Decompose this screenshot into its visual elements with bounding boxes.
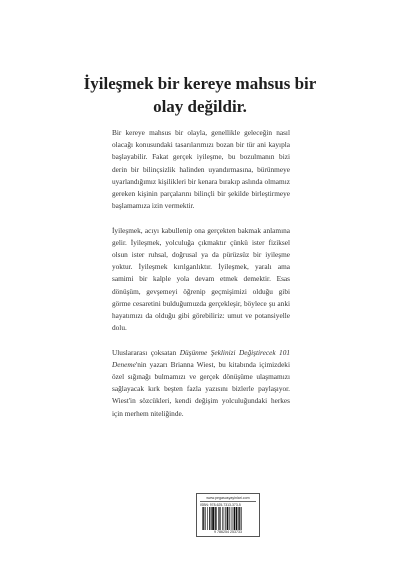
blurb-text bbox=[112, 127, 290, 432]
paragraph-2: İyileşmek, acıyı kabullenip ona gerçekten bakmak anlamına gelir. İyileşmek, yolculuğa çıkmaktır çünkü ister fiziksel olsun ister ruhsal, doğrusal ya da pürüzsüz bir iyileşme yoktur. İyileşmek kırılganlıktır. İyileşmek, yaralı ama samimi bir kalple yola devam etmek demektir. Esas dönüşüm, gevşemeyi öğrenip geçmişimizi olduğu gibi görme cesaretini bulduğumuzda gerçekleşir, böylece şu anki hayatımızı da olduğu gibi görebiliriz: umut ve potansiyelle dolu. bbox=[112, 225, 290, 333]
headline-line-2: olay değildir. bbox=[153, 97, 247, 116]
paragraph-1: Bir kereye mahsus bir olayla, genellikle geleceğin nasıl olacağı konusundaki tasarılarımızı bozan bir tür ani kayıpla başlayabilir. Fakat gerçek iyileşme, bu bozulmanın bizi derin bir bilinçsizlik halinden uyandırmasına, bürünmeye uyarlandığımız kişilikleri bir kenara bırakıp aslında olmamız gereken kişinin parçalarını bilinçli bir şekilde birleştirmeye başlamamıza izin vermektir. bbox=[112, 128, 290, 211]
book-title-reference: Düşünme Şeklinizi Değiştirecek 101 Deneme bbox=[112, 347, 290, 369]
publisher-url: www.pegasusyayinlari.com bbox=[200, 496, 256, 502]
headline-line-1: İyileşmek bir kereye mahsus bir bbox=[83, 74, 317, 93]
barcode-number: 9 786254 253733 bbox=[214, 530, 242, 535]
paragraph-3 bbox=[112, 347, 290, 420]
isbn-text: ISBN: 978-625-7313-373-5 bbox=[200, 503, 241, 508]
paragraph-3-intro: Uluslararası çoksatan bbox=[112, 347, 180, 357]
barcode-icon bbox=[200, 507, 258, 530]
paragraph-3-rest: 'nin yazarı Brianna Wiest, bu kitabında içimizdeki özel sığınağı bulmamızı ve gerçek dönüşüme ulaşmamızı sağlayacak kırk beşten fazla yazısını bizlerle paylaşıyor. Wiest'in sözcükleri, kendi değişim yolculuğundaki herkes için merhem niteliğinde. bbox=[112, 359, 290, 418]
headline bbox=[0, 72, 400, 118]
barcode-label bbox=[196, 493, 260, 537]
